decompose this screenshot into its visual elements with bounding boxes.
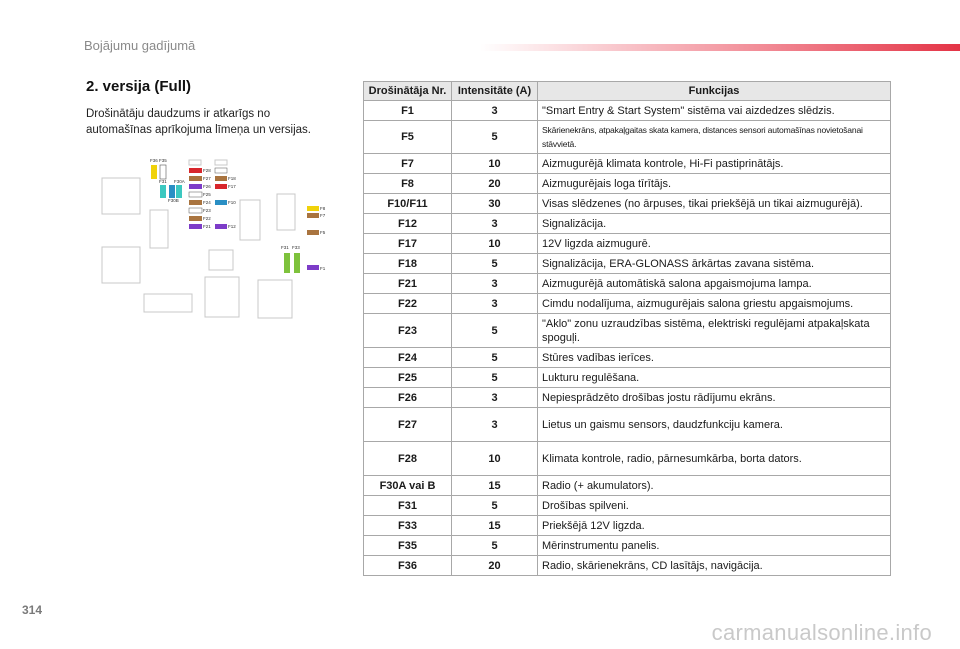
- label-f8: F8: [320, 206, 326, 211]
- table-row: [364, 101, 891, 121]
- fuse-f31-top: [160, 185, 166, 198]
- fuse-f12: [215, 224, 227, 229]
- table-row: [364, 121, 891, 154]
- function-cell: Drošības spilveni.: [538, 496, 891, 516]
- empty-slot: [215, 160, 227, 165]
- table-row: [364, 194, 891, 214]
- function-cell: Signalizācija, ERA-GLONASS ārkārtas zavana sistēma.: [538, 254, 891, 274]
- relay-outline: [277, 194, 295, 230]
- fuse-f10: [215, 200, 227, 205]
- label-f18: F18: [228, 176, 236, 181]
- table-row: [364, 234, 891, 254]
- fuse-f22: [189, 216, 202, 221]
- amperage-cell: 5: [452, 254, 538, 274]
- function-cell: Aizmugurējā automātiskā salona apgaismojuma lampa.: [538, 274, 891, 294]
- amperage-cell: 3: [452, 294, 538, 314]
- table-row: [364, 476, 891, 496]
- fuse-number-cell: F7: [364, 154, 452, 174]
- function-cell: Mērinstrumentu panelis.: [538, 536, 891, 556]
- label-f31-top: F31: [159, 179, 167, 184]
- function-cell: Stūres vadības ierīces.: [538, 348, 891, 368]
- table-row: [364, 154, 891, 174]
- fuse-f5: [307, 230, 319, 235]
- amperage-cell: 3: [452, 408, 538, 442]
- function-cell: Klimata kontrole, radio, pārnesumkārba, borta dators.: [538, 442, 891, 476]
- table-row: [364, 348, 891, 368]
- amperage-cell: 15: [452, 476, 538, 496]
- fuse-f25: [189, 192, 202, 197]
- table-row: [364, 442, 891, 476]
- fuse-f18: [215, 176, 227, 181]
- relay-outline: [258, 280, 292, 318]
- function-cell: Visas slēdzenes (no ārpuses, tikai priekšējā un tikai aizmugurējā).: [538, 194, 891, 214]
- function-cell: Lukturu regulēšana.: [538, 368, 891, 388]
- fuse-table: [363, 81, 891, 576]
- relay-outline: [209, 250, 233, 270]
- relay-outline: [205, 277, 239, 317]
- table-row: [364, 314, 891, 348]
- label-f28: F28: [203, 168, 211, 173]
- table-header-row: [364, 82, 891, 101]
- amperage-cell: 3: [452, 101, 538, 121]
- fuse-number-cell: F22: [364, 294, 452, 314]
- fuse-f8: [307, 206, 319, 211]
- amperage-cell: 20: [452, 556, 538, 576]
- fuse-f27: [189, 176, 202, 181]
- amperage-cell: 20: [452, 174, 538, 194]
- amperage-cell: 5: [452, 348, 538, 368]
- amperage-cell: 5: [452, 536, 538, 556]
- table-row: [364, 274, 891, 294]
- fuse-number-cell: F35: [364, 536, 452, 556]
- fuse-number-cell: F30A vai B: [364, 476, 452, 496]
- fuse-number-cell: F24: [364, 348, 452, 368]
- fuse-f23: [189, 208, 202, 213]
- amperage-cell: 30: [452, 194, 538, 214]
- fuse-f24: [189, 200, 202, 205]
- function-cell: Signalizācija.: [538, 214, 891, 234]
- header-accent-line: [480, 44, 960, 51]
- label-f5: F5: [320, 230, 326, 235]
- fuse-f21: [189, 224, 202, 229]
- function-cell: Cimdu nodalījuma, aizmugurējais salona griestu apgaismojums.: [538, 294, 891, 314]
- label-f24: F24: [203, 200, 211, 205]
- fuse-number-cell: F26: [364, 388, 452, 408]
- empty-slot: [189, 160, 201, 165]
- amperage-cell: 10: [452, 154, 538, 174]
- fuse-number-cell: F10/F11: [364, 194, 452, 214]
- function-cell: Priekšējā 12V ligzda.: [538, 516, 891, 536]
- description-text: Drošinātāju daudzums ir atkarīgs no automašīnas aprīkojuma līmeņa un versijas.: [86, 108, 311, 136]
- label-f27: F27: [203, 176, 211, 181]
- label-f31: F31: [281, 245, 289, 250]
- fuse-number-cell: F17: [364, 234, 452, 254]
- table-row: [364, 214, 891, 234]
- function-cell: Skārienekrāns, atpakaļgaitas skata kamera, distances sensori automašīnas novietošanai stāvvietā.: [538, 121, 891, 154]
- fuse-number-cell: F18: [364, 254, 452, 274]
- table-row: [364, 556, 891, 576]
- amperage-cell: 10: [452, 442, 538, 476]
- column-header-amperage: Intensitāte (A): [452, 82, 538, 101]
- function-cell: Radio, skārienekrāns, CD lasītājs, navigācija.: [538, 556, 891, 576]
- fuse-f1: [307, 265, 319, 270]
- table-row: [364, 388, 891, 408]
- function-cell: Nepiesprādzēto drošības jostu rādījumu ekrāns.: [538, 388, 891, 408]
- label-f10: F10: [228, 200, 236, 205]
- amperage-cell: 3: [452, 214, 538, 234]
- table-row: [364, 408, 891, 442]
- fuse-number-cell: F1: [364, 101, 452, 121]
- fuse-box-diagram: [98, 152, 338, 322]
- fuse-f30b: [176, 185, 182, 198]
- amperage-cell: 5: [452, 121, 538, 154]
- function-cell: Lietus un gaismu sensors, daudzfunkciju kamera.: [538, 408, 891, 442]
- label-f22: F22: [203, 216, 211, 221]
- label-f23: F23: [203, 208, 211, 213]
- fuse-f36: [151, 165, 157, 179]
- amperage-cell: 5: [452, 368, 538, 388]
- label-f12: F12: [228, 224, 236, 229]
- column-header-functions: Funkcijas: [538, 82, 891, 101]
- function-cell: "Smart Entry & Start System" sistēma vai aizdedzes slēdzis.: [538, 101, 891, 121]
- section-header: Bojājumu gadījumā: [84, 38, 196, 53]
- relay-outline: [102, 178, 140, 214]
- function-cell: 12V ligzda aizmugurē.: [538, 234, 891, 254]
- fuse-f17: [215, 184, 227, 189]
- function-cell: Aizmugurējais loga tīrītājs.: [538, 174, 891, 194]
- fuse-number-cell: F36: [364, 556, 452, 576]
- watermark: carmanualsonline.info: [711, 620, 932, 645]
- relay-outline: [102, 247, 140, 283]
- fuse-f31: [284, 253, 290, 273]
- label-f17: F17: [228, 184, 236, 189]
- table-row: [364, 254, 891, 274]
- relay-outline: [240, 200, 260, 240]
- fuse-number-cell: F12: [364, 214, 452, 234]
- fuse-f28: [189, 168, 202, 173]
- label-f25: F25: [203, 192, 211, 197]
- table-row: [364, 536, 891, 556]
- fuse-f26: [189, 184, 202, 189]
- label-f21: F21: [203, 224, 211, 229]
- page-title: 2. versija (Full): [86, 78, 192, 95]
- function-cell: Radio (+ akumulators).: [538, 476, 891, 496]
- amperage-cell: 5: [452, 314, 538, 348]
- amperage-cell: 10: [452, 234, 538, 254]
- label-f7: F7: [320, 213, 326, 218]
- amperage-cell: 15: [452, 516, 538, 536]
- fuse-number-cell: F28: [364, 442, 452, 476]
- relay-outline: [150, 210, 168, 248]
- amperage-cell: 5: [452, 496, 538, 516]
- fuse-number-cell: F8: [364, 174, 452, 194]
- label-f35: F35: [159, 158, 167, 163]
- fuse-number-cell: F25: [364, 368, 452, 388]
- amperage-cell: 3: [452, 388, 538, 408]
- table-row: [364, 294, 891, 314]
- table-row: [364, 516, 891, 536]
- fuse-number-cell: F27: [364, 408, 452, 442]
- column-header-fuse-number: Drošinātāja Nr.: [364, 82, 452, 101]
- fuse-number-cell: F23: [364, 314, 452, 348]
- fuse-number-cell: F5: [364, 121, 452, 154]
- table-row: [364, 174, 891, 194]
- fuse-f7: [307, 213, 319, 218]
- fuse-number-cell: F31: [364, 496, 452, 516]
- fuse-number-cell: F33: [364, 516, 452, 536]
- label-f1: F1: [320, 266, 326, 271]
- fuse-slot: [215, 168, 227, 173]
- fuse-f30a: [169, 185, 175, 198]
- amperage-cell: 3: [452, 274, 538, 294]
- relay-outline: [144, 294, 192, 312]
- function-cell: Aizmugurējā klimata kontrole, Hi-Fi pastiprinātājs.: [538, 154, 891, 174]
- label-f36: F36: [150, 158, 158, 163]
- table-row: [364, 368, 891, 388]
- fuse-number-cell: F21: [364, 274, 452, 294]
- label-f30b: F30B: [168, 198, 179, 203]
- function-cell: "Aklo" zonu uzraudzības sistēma, elektriski regulējami atpakaļskata spoguļi.: [538, 314, 891, 348]
- page-number: 314: [22, 603, 43, 617]
- label-f26: F26: [203, 184, 211, 189]
- label-f33: F33: [292, 245, 300, 250]
- fuse-f35: [160, 165, 166, 179]
- fuse-f33: [294, 253, 300, 273]
- table-row: [364, 496, 891, 516]
- label-f30a: F30A: [174, 179, 185, 184]
